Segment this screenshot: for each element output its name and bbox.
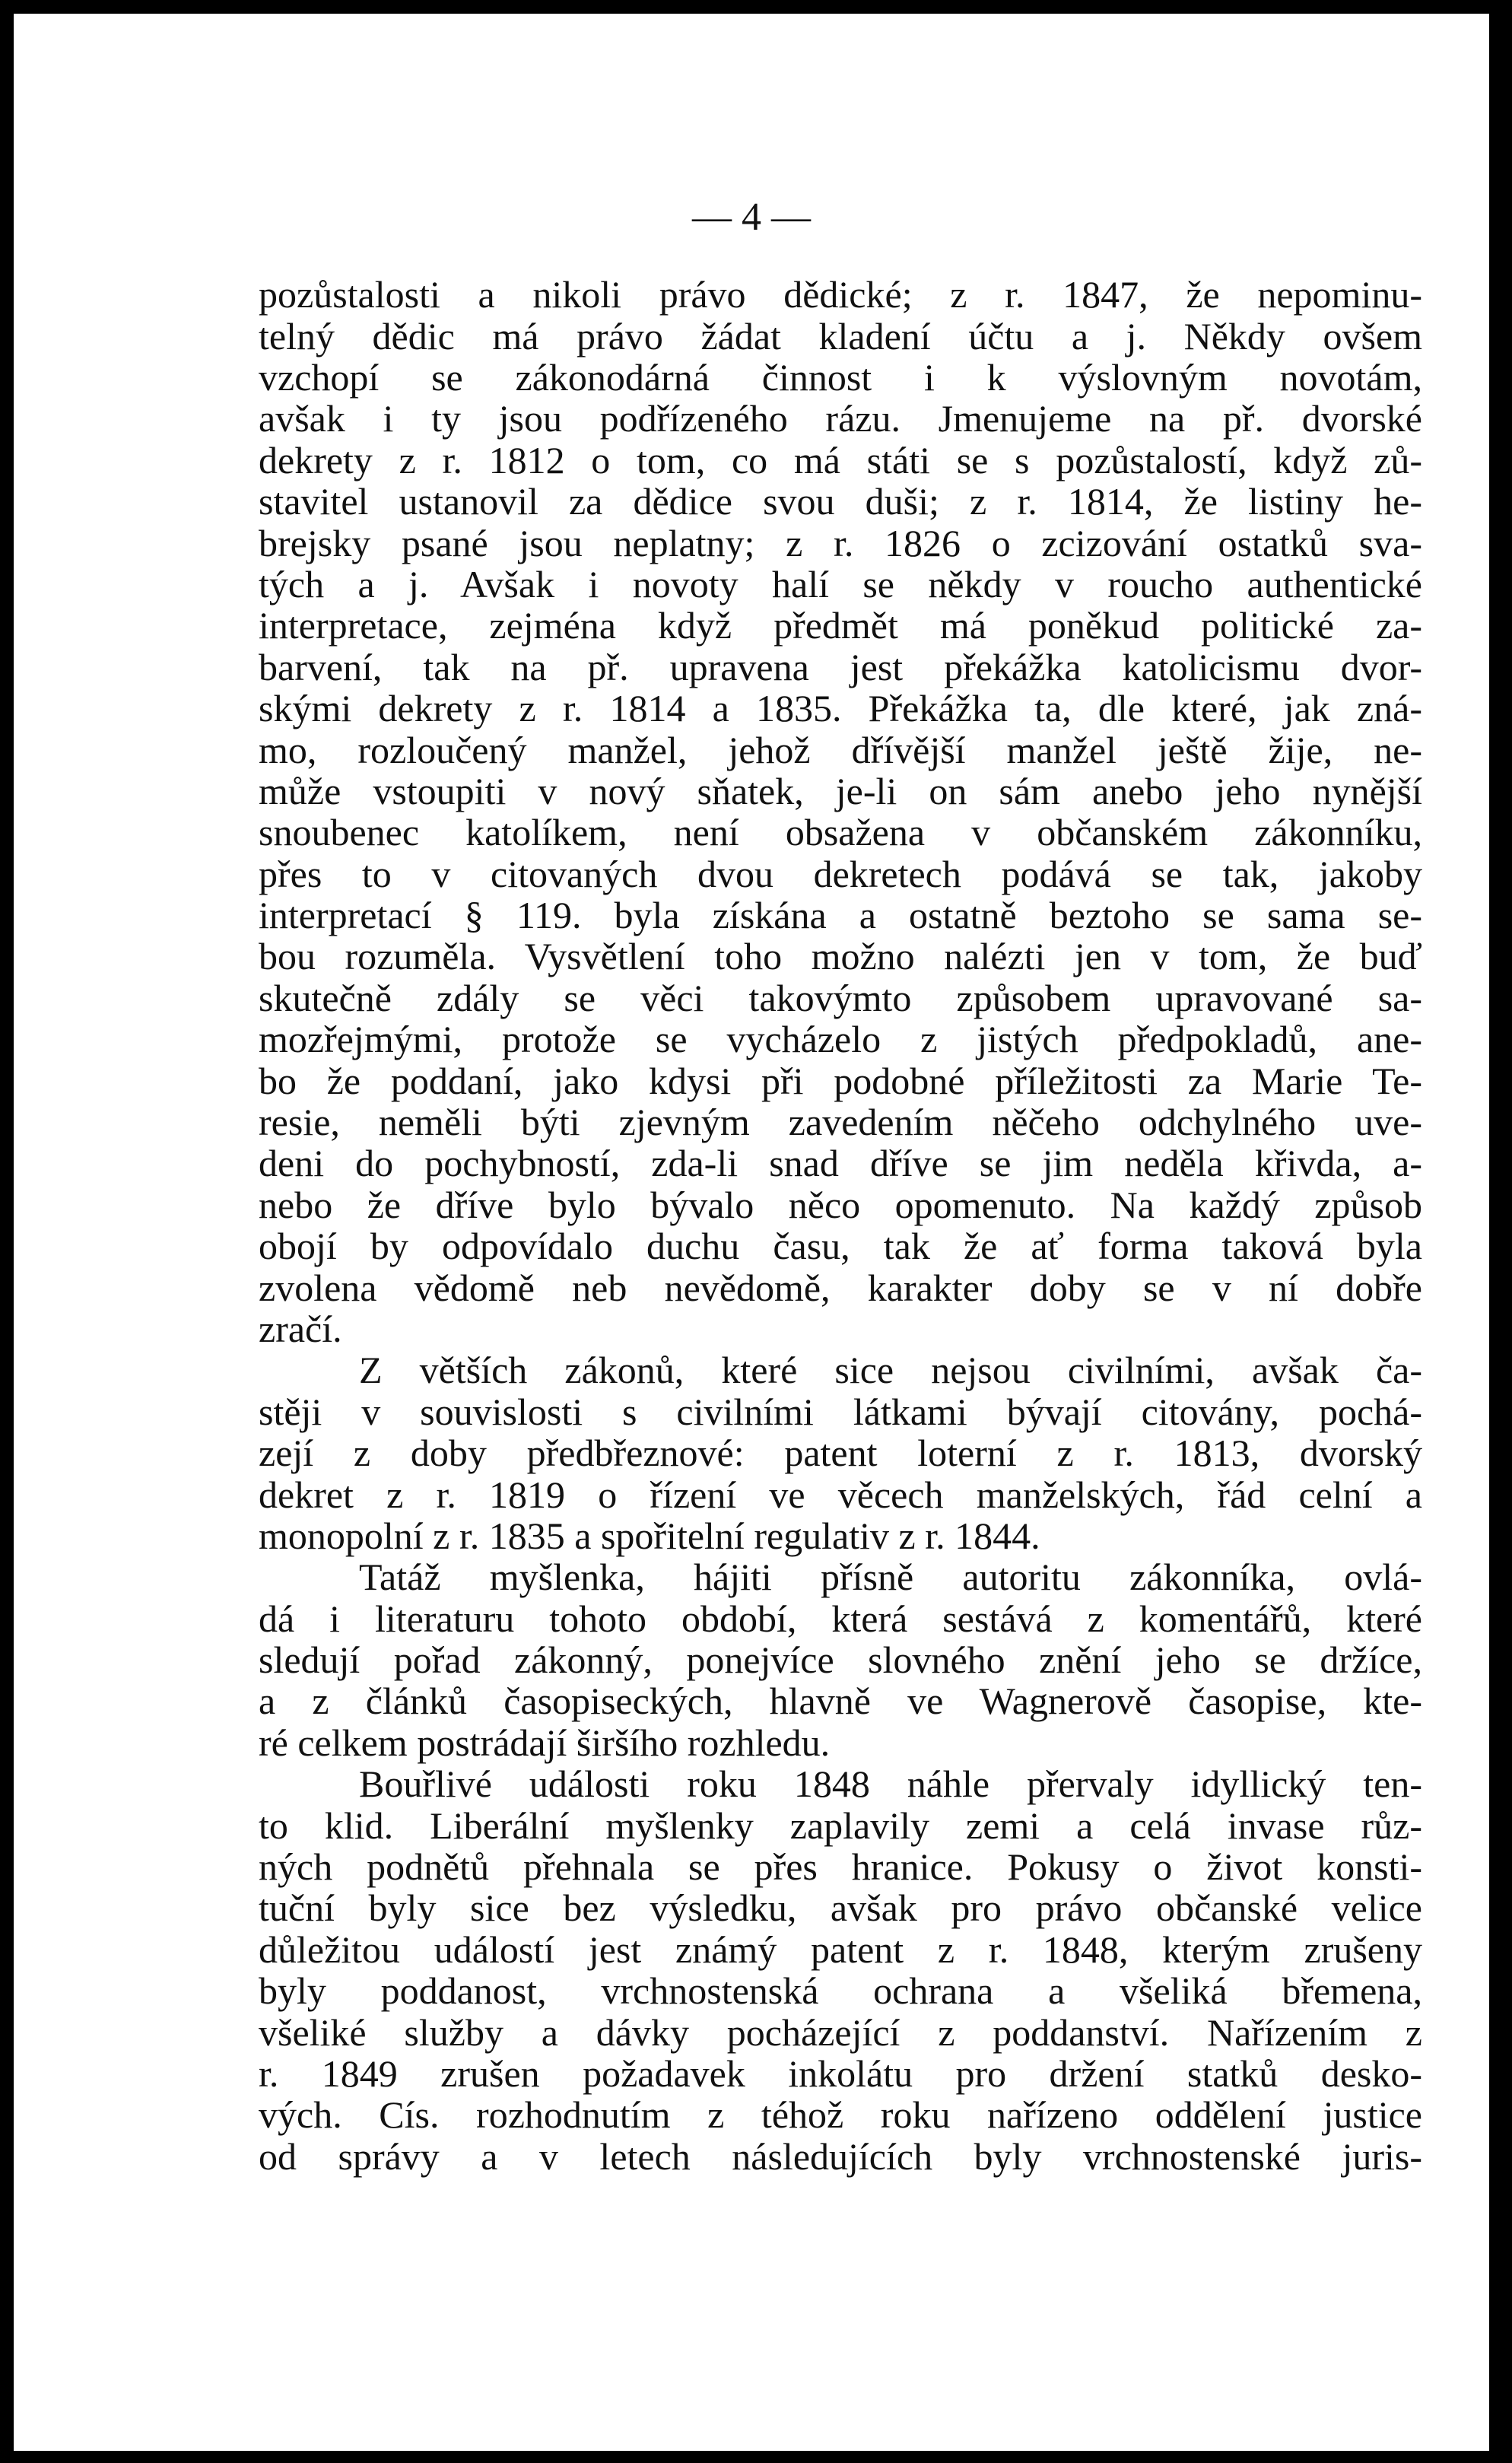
text-line: Z větších zákonů, které sice nejsou civilními, avšak ča- bbox=[359, 1349, 1422, 1392]
text-line: a z článků časopiseckých, hlavně ve Wagnerově časopise, kte- bbox=[259, 1680, 1422, 1723]
text-line: resie, neměli býti zjevným zavedením něčeho odchylného uve- bbox=[259, 1101, 1422, 1144]
text-line: všeliké služby a dávky pocházející z poddanství. Nařízením z bbox=[259, 2010, 1422, 2054]
text-line: skými dekrety z r. 1814 a 1835. Překážka ta, dle které, jak zná- bbox=[259, 687, 1422, 730]
text-line: zejí z doby předbřeznové: patent loterní z r. 1813, dvorský bbox=[259, 1432, 1422, 1475]
text-line: sledují pořad zákonný, ponejvíce slovného znění jeho se držíce, bbox=[259, 1638, 1422, 1682]
text-line: mozřejmými, protože se vycházelo z jistých předpokladů, ane- bbox=[259, 1018, 1422, 1061]
text-line: tuční byly sice bez výsledku, avšak pro právo občanské velice bbox=[259, 1886, 1422, 1930]
text-line: může vstoupiti v nový sňatek, je-li on sám anebo jeho nynější bbox=[259, 769, 1422, 812]
text-line: dá i literaturu tohoto období, která sestává z komentářů, které bbox=[259, 1597, 1422, 1640]
text-line: bo že poddaní, jako kdysi při podobné příležitosti za Marie Te- bbox=[259, 1059, 1422, 1102]
text-line: brejsky psané jsou neplatny; z r. 1826 o zcizování ostatků sva- bbox=[259, 521, 1422, 564]
text-line: Bouřlivé události roku 1848 náhle přervaly idyllický ten- bbox=[359, 1762, 1422, 1806]
text-line: to klid. Liberální myšlenky zaplavily zemi a celá invase růz- bbox=[259, 1804, 1422, 1847]
text-line: barvení, tak na př. upravena jest překážka katolicismu dvor- bbox=[259, 645, 1422, 688]
text-line: ré celkem postrádají širšího rozhledu. bbox=[259, 1721, 831, 1764]
text-line: skutečně zdály se věci takovýmto způsobem upravované sa- bbox=[259, 976, 1422, 1019]
text-line: zvolena vědomě neb nevědomě, karakter doby se v ní dobře bbox=[259, 1266, 1422, 1309]
text-line: obojí by odpovídalo duchu času, tak že ať forma taková byla bbox=[259, 1225, 1422, 1268]
text-line: interpretací § 119. byla získána a ostatně beztoho se sama se- bbox=[259, 894, 1422, 937]
page-number: — 4 — bbox=[692, 195, 811, 239]
text-line: monopolní z r. 1835 a spořitelní regulativ z r. 1844. bbox=[259, 1514, 1040, 1557]
body-text bbox=[259, 274, 1422, 2177]
text-line: telný dědic má právo žádat kladení účtu a j. Někdy ovšem bbox=[259, 314, 1422, 358]
text-line: mo, rozloučený manžel, jehož dřívější manžel ještě žije, ne- bbox=[259, 728, 1422, 771]
text-line: bou rozuměla. Vysvětlení toho možno nalézti jen v tom, že buď bbox=[259, 935, 1422, 978]
text-line: zračí. bbox=[259, 1307, 342, 1350]
text-line: deni do pochybností, zda-li snad dříve se jim neděla křivda, a- bbox=[259, 1142, 1422, 1185]
text-line: r. 1849 zrušen požadavek inkolátu pro držení statků desko- bbox=[259, 2052, 1422, 2095]
text-line: ných podnětů přehnala se přes hranice. Pokusy o život konsti- bbox=[259, 1845, 1422, 1889]
text-line: dekret z r. 1819 o řízení ve věcech manželských, řád celní a bbox=[259, 1473, 1422, 1516]
text-line: vých. Cís. rozhodnutím z téhož roku nařízeno oddělení justice bbox=[259, 2093, 1422, 2137]
scanned-page bbox=[14, 14, 1489, 2451]
text-line: interpretace, zejména když předmět má poněkud politické za- bbox=[259, 604, 1422, 647]
text-line: avšak i ty jsou podřízeného rázu. Jmenujeme na př. dvorské bbox=[259, 397, 1422, 440]
text-line: nebo že dříve bylo bývalo něco opomenuto. Na každý způsob bbox=[259, 1183, 1422, 1226]
text-line: stavitel ustanovil za dědice svou duši; z r. 1814, že listiny he- bbox=[259, 480, 1422, 523]
text-line: důležitou událostí jest známý patent z r. 1848, kterým zrušeny bbox=[259, 1927, 1422, 1971]
text-line: stěji v souvislosti s civilními látkami bývají citovány, pochá- bbox=[259, 1390, 1422, 1433]
text-line: Tatáž myšlenka, hájiti přísně autoritu zákonníka, ovlá- bbox=[359, 1556, 1422, 1599]
text-line: dekrety z r. 1812 o tom, co má státi se s pozůstalostí, když zů- bbox=[259, 438, 1422, 481]
text-line: byly poddanost, vrchnostenská ochrana a všeliká břemena, bbox=[259, 1969, 1422, 2013]
text-line: tých a j. Avšak i novoty halí se někdy v roucho authentické bbox=[259, 562, 1422, 605]
text-line: pozůstalosti a nikoli právo dědické; z r. 1847, že nepominu- bbox=[259, 273, 1422, 316]
text-line: od správy a v letech následujících byly vrchnostenské juris- bbox=[259, 2134, 1422, 2178]
text-line: vzchopí se zákonodárná činnost i k výslovným novotám, bbox=[259, 355, 1422, 399]
text-line: snoubenec katolíkem, není obsažena v občanském zákonníku, bbox=[259, 811, 1422, 854]
text-line: přes to v citovaných dvou dekretech podává se tak, jakoby bbox=[259, 852, 1422, 895]
